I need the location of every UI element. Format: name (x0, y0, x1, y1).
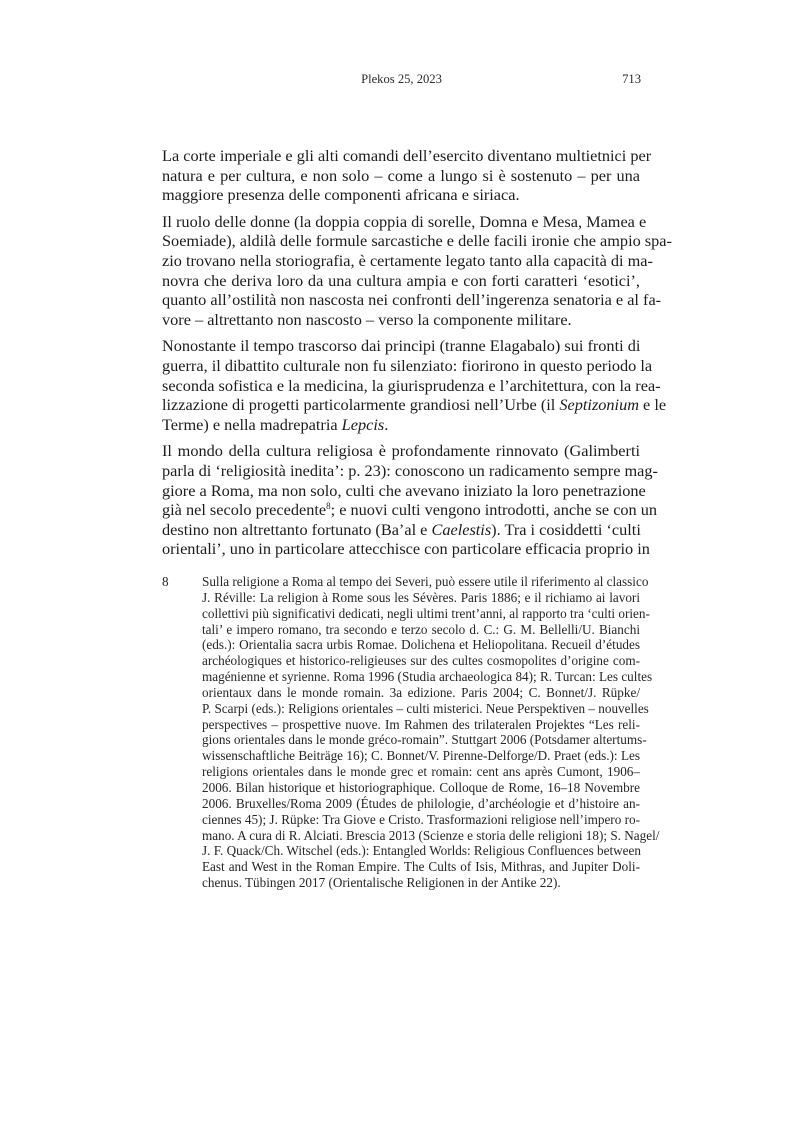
italic-term: Caelestis (431, 519, 492, 539)
italic-term: Lepcis (341, 414, 385, 434)
footnote-line: P. Scarpi (eds.): Religions orientales – culti misterici. Neue Perspektiven – nouvelles (202, 700, 649, 716)
main-text (162, 146, 672, 566)
paragraph (162, 336, 667, 434)
text-run: . (384, 414, 389, 434)
footnote-line: wissenschaftliche Beiträge 16); C. Bonnet/V. Pirenne-Delforge/D. Praet (eds.): Les (202, 748, 640, 764)
text-line: Soemiade), aldilà delle formule sarcastiche e delle facili ironie che ampio spa- (162, 231, 672, 251)
footnote-line: J. F. Quack/Ch. Witschel (eds.): Entangled Worlds: Religious Confluences between (202, 843, 641, 859)
paragraph (162, 441, 658, 559)
text-line: Nonostante il tempo trascorso dai principi (tranne Elagabalo) sui fronti di (162, 336, 641, 356)
running-header (162, 72, 641, 90)
text-run: lizzazione di progetti particolarmente grandiosi nell’Urbe (il (162, 395, 560, 415)
text-run: e le (638, 395, 667, 415)
text-line (162, 520, 640, 540)
text-line: Il ruolo delle donne (la doppia coppia di sorelle, Domna e Mesa, Mamea e (162, 211, 647, 231)
text-line (162, 415, 640, 435)
italic-term: Septizonium (559, 395, 639, 415)
text-line: zio trovano nella storiografia, è certamente legato tanto alla capacità di ma- (162, 250, 653, 270)
text-run: ). Tra i cosiddetti ‘culti (491, 519, 641, 539)
text-line: seconda sofistica e la medicina, la giurisprudenza e l’architettura, con la rea- (162, 375, 661, 395)
text-line: guerra, il dibattito culturale non fu silenziato: fiorirono in questo periodo la (162, 355, 653, 375)
text-line: vore – altrettanto non nascosto – verso la componente militare. (162, 309, 572, 329)
text-line: parla di ‘religiosità inedita’: p. 23): conoscono un radicamento sempre mag- (162, 460, 658, 480)
footnote-line: (eds.): Orientalia sacra urbis Romae. Dolichena et Heliopolitana. Recueil d’études (202, 637, 640, 653)
footnote-line: chenus. Tübingen 2017 (Orientalische Religionen in der Antike 22). (202, 875, 561, 891)
footnote-line: J. Réville: La religion à Rome sous les Sévères. Paris 1886; e il richiamo ai lavori (202, 589, 640, 605)
text-line: natura e per cultura, e non solo – come a lungo si è sostenuto – per una (162, 165, 640, 185)
footnote-line: 2006. Bruxelles/Roma 2009 (Études de philologie, d’archéologie et d’histoire an- (202, 795, 640, 811)
text-line: Il mondo della cultura religiosa è profondamente rinnovato (Galimberti (162, 441, 640, 461)
footnote-line: tali’ e impero romano, tra secondo e terzo secolo d. C.: G. M. Bellelli/U. Bianchi (202, 621, 640, 637)
footnote-line: orientaux dans le monde romain. 3a edizione. Paris 2004; C. Bonnet/J. Rüpke/ (202, 684, 640, 700)
footnote-reference: 8 (326, 501, 331, 512)
text-line: orientali’, uno in particolare attecchisce con particolare efficacia proprio in (162, 539, 650, 559)
text-line: quanto all’ostilità non nascosta nei confronti dell’ingerenza senatoria e al fa- (162, 290, 662, 310)
text-run: destino non altrettanto fortunato (Ba’al e (162, 519, 432, 539)
footnote-line: 2006. Bilan historique et historiographique. Colloque de Rome, 16–18 Novembre (202, 779, 640, 795)
paragraph (162, 211, 672, 330)
text-line: giore a Roma, ma non solo, culti che avevano iniziato la loro penetrazione (162, 480, 646, 500)
text-line (162, 500, 658, 520)
page-number: 713 (622, 72, 641, 86)
footnote-line: gions orientales dans le monde gréco-romain”. Stuttgart 2006 (Potsdamer altertums- (202, 732, 647, 748)
text-line: La corte imperiale e gli alti comandi dell’esercito diventano multietnici per (162, 146, 652, 165)
paragraph (162, 146, 652, 205)
footnote-line: ciennes 45); J. Rüpke: Tra Giove e Cristo. Trasformazioni religiose nell’impero ro- (202, 811, 640, 827)
text-run: ; e nuovi culti vengono introdotti, anche se con un (330, 500, 658, 520)
footnote-line: Sulla religione a Roma al tempo dei Severi, può essere utile il riferimento al classico (202, 574, 649, 589)
footnote (162, 574, 660, 891)
footnote-line: mano. A cura di R. Alciati. Brescia 2013 (Scienze e storia delle religioni 18); S. Nagel/ (202, 827, 660, 843)
footnote-line: magénienne et syrienne. Roma 1996 (Studia archaeologica 84); R. Turcan: Les cultes (202, 669, 653, 685)
footnote-number: 8 (162, 574, 169, 589)
footnote-line: East and West in the Roman Empire. The Cults of Isis, Mithras, and Jupiter Doli- (202, 859, 640, 875)
text-line: maggiore presenza delle componenti africana e siriaca. (162, 185, 520, 205)
footnote-line: collettivi più significativi dedicati, negli ultimi trent’anni, al rapporto tra ‘culti orien- (202, 605, 650, 621)
footnote-line: perspectives – prospettive nuove. Im Rahmen des trilateralen Projektes “Les reli- (202, 716, 640, 732)
text-line: novra che deriva loro da una cultura ampia e con forti caratteri ‘esotici’, (162, 270, 640, 290)
text-line (162, 395, 667, 415)
footnote-line: religions orientales dans le monde grec et romain: cent ans après Cumont, 1906– (202, 764, 640, 780)
footnote-line: archéologiques et historico-religieuses sur des cultes cosmopolites d’origine com- (202, 653, 640, 669)
footnote-text (202, 574, 660, 891)
journal-title: Plekos 25, 2023 (361, 72, 442, 86)
text-run: Terme) e nella madrepatria (162, 414, 342, 434)
footnotes-section (162, 574, 660, 891)
text-run: già nel secolo precedente (162, 500, 327, 520)
